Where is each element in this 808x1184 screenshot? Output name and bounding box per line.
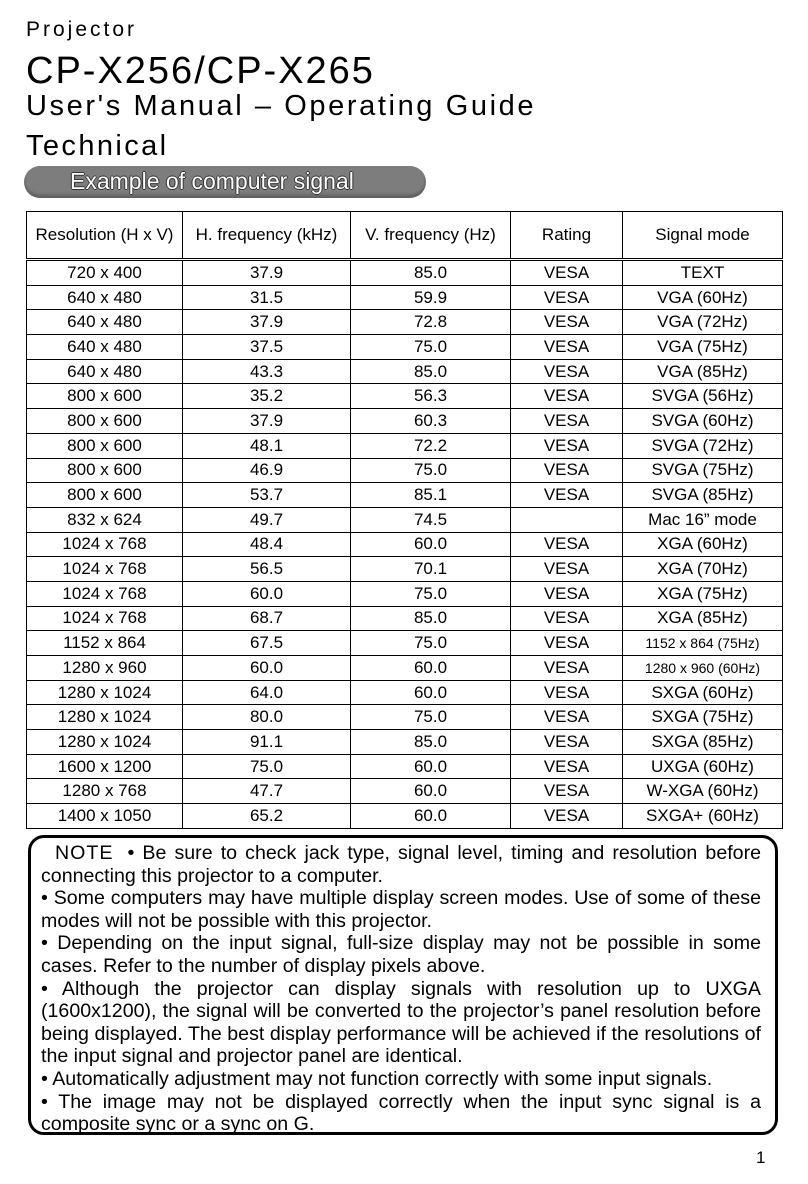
cell-signal-mode: Mac 16” mode	[623, 507, 783, 532]
cell-signal-mode: XGA (85Hz)	[623, 606, 783, 631]
cell-resolution: 800 x 600	[27, 433, 183, 458]
cell-signal-mode: SVGA (85Hz)	[623, 483, 783, 508]
cell-v-frequency: 85.1	[351, 483, 511, 508]
cell-signal-mode: XGA (75Hz)	[623, 581, 783, 606]
cell-v-frequency: 85.0	[351, 260, 511, 286]
cell-resolution: 800 x 600	[27, 384, 183, 409]
cell-resolution: 720 x 400	[27, 260, 183, 286]
cell-v-frequency: 70.1	[351, 557, 511, 582]
cell-h-frequency: 35.2	[183, 384, 351, 409]
cell-resolution: 800 x 600	[27, 483, 183, 508]
cell-rating: VESA	[511, 730, 623, 755]
cell-resolution: 1280 x 1024	[27, 730, 183, 755]
cell-v-frequency: 60.0	[351, 656, 511, 681]
cell-h-frequency: 60.0	[183, 581, 351, 606]
column-header-signal-mode: Signal mode	[623, 212, 783, 260]
note-box	[28, 835, 778, 1135]
cell-v-frequency: 72.2	[351, 433, 511, 458]
cell-h-frequency: 47.7	[183, 779, 351, 804]
cell-resolution: 1152 x 864	[27, 631, 183, 656]
cell-signal-mode: 1152 x 864 (75Hz)	[623, 631, 783, 656]
cell-signal-mode: XGA (60Hz)	[623, 532, 783, 557]
cell-h-frequency: 64.0	[183, 680, 351, 705]
cell-signal-mode: XGA (70Hz)	[623, 557, 783, 582]
cell-h-frequency: 43.3	[183, 359, 351, 384]
cell-signal-mode: 1280 x 960 (60Hz)	[623, 656, 783, 681]
table-row	[27, 779, 783, 804]
cell-signal-mode: W-XGA (60Hz)	[623, 779, 783, 804]
column-header-h-frequency: H. frequency (kHz)	[183, 212, 351, 260]
cell-resolution: 1280 x 1024	[27, 680, 183, 705]
section-heading-banner	[24, 166, 426, 198]
cell-resolution: 640 x 480	[27, 285, 183, 310]
column-header-resolution: Resolution (H x V)	[27, 212, 183, 260]
cell-signal-mode: TEXT	[623, 260, 783, 286]
cell-resolution: 800 x 600	[27, 458, 183, 483]
cell-h-frequency: 37.9	[183, 310, 351, 335]
table-body	[27, 260, 783, 829]
table-row	[27, 335, 783, 360]
table-row	[27, 532, 783, 557]
cell-rating: VESA	[511, 705, 623, 730]
table-row	[27, 507, 783, 532]
cell-rating: VESA	[511, 532, 623, 557]
cell-v-frequency: 85.0	[351, 359, 511, 384]
cell-v-frequency: 75.0	[351, 631, 511, 656]
note-item: • The image may not be displayed correctly when the input sync signal is a composite sync or a sync on G.	[41, 1090, 761, 1136]
cell-rating: VESA	[511, 581, 623, 606]
cell-rating: VESA	[511, 483, 623, 508]
cell-resolution: 1280 x 960	[27, 656, 183, 681]
cell-h-frequency: 60.0	[183, 656, 351, 681]
cell-v-frequency: 75.0	[351, 705, 511, 730]
column-header-v-frequency: V. frequency (Hz)	[351, 212, 511, 260]
page-number: 1	[756, 1148, 766, 1167]
table-row	[27, 359, 783, 384]
cell-h-frequency: 68.7	[183, 606, 351, 631]
cell-rating: VESA	[511, 680, 623, 705]
cell-rating: VESA	[511, 335, 623, 360]
cell-rating: VESA	[511, 631, 623, 656]
cell-resolution: 1600 x 1200	[27, 754, 183, 779]
cell-h-frequency: 67.5	[183, 631, 351, 656]
table-row	[27, 606, 783, 631]
section-title: Technical	[26, 130, 169, 162]
cell-rating: VESA	[511, 656, 623, 681]
cell-signal-mode: VGA (72Hz)	[623, 310, 783, 335]
cell-rating: VESA	[511, 779, 623, 804]
table-row	[27, 409, 783, 434]
cell-v-frequency: 60.0	[351, 754, 511, 779]
cell-rating: VESA	[511, 458, 623, 483]
cell-v-frequency: 60.0	[351, 532, 511, 557]
cell-rating: VESA	[511, 384, 623, 409]
cell-signal-mode: SVGA (56Hz)	[623, 384, 783, 409]
cell-resolution: 640 x 480	[27, 310, 183, 335]
table-row	[27, 680, 783, 705]
table-row	[27, 260, 783, 286]
cell-signal-mode: UXGA (60Hz)	[623, 754, 783, 779]
cell-v-frequency: 59.9	[351, 285, 511, 310]
cell-rating: VESA	[511, 359, 623, 384]
cell-v-frequency: 85.0	[351, 606, 511, 631]
table-row	[27, 804, 783, 829]
cell-signal-mode: VGA (85Hz)	[623, 359, 783, 384]
cell-rating: VESA	[511, 260, 623, 286]
cell-signal-mode: VGA (60Hz)	[623, 285, 783, 310]
cell-v-frequency: 85.0	[351, 730, 511, 755]
cell-resolution: 1024 x 768	[27, 532, 183, 557]
cell-h-frequency: 48.4	[183, 532, 351, 557]
cell-v-frequency: 60.0	[351, 779, 511, 804]
cell-v-frequency: 75.0	[351, 335, 511, 360]
cell-h-frequency: 37.9	[183, 409, 351, 434]
table-header-row	[27, 212, 783, 260]
cell-h-frequency: 80.0	[183, 705, 351, 730]
cell-v-frequency: 60.0	[351, 804, 511, 829]
cell-resolution: 1280 x 768	[27, 779, 183, 804]
cell-v-frequency: 60.3	[351, 409, 511, 434]
cell-h-frequency: 53.7	[183, 483, 351, 508]
note-item: • Depending on the input signal, full-size display may not be possible in some cases. Refer to the number of display pixels above.	[41, 932, 761, 977]
cell-v-frequency: 56.3	[351, 384, 511, 409]
cell-resolution: 1024 x 768	[27, 557, 183, 582]
cell-resolution: 1400 x 1050	[27, 804, 183, 829]
cell-signal-mode: SVGA (72Hz)	[623, 433, 783, 458]
cell-resolution: 640 x 480	[27, 359, 183, 384]
table-row	[27, 631, 783, 656]
cell-h-frequency: 46.9	[183, 458, 351, 483]
table-row	[27, 581, 783, 606]
signal-table	[26, 211, 783, 829]
cell-resolution: 1280 x 1024	[27, 705, 183, 730]
cell-h-frequency: 31.5	[183, 285, 351, 310]
note-item	[41, 842, 761, 887]
cell-h-frequency: 65.2	[183, 804, 351, 829]
table-row	[27, 310, 783, 335]
cell-resolution: 800 x 600	[27, 409, 183, 434]
cell-signal-mode: SXGA (85Hz)	[623, 730, 783, 755]
cell-h-frequency: 75.0	[183, 754, 351, 779]
cell-rating: VESA	[511, 433, 623, 458]
cell-resolution: 1024 x 768	[27, 606, 183, 631]
cell-rating: VESA	[511, 409, 623, 434]
table-row	[27, 730, 783, 755]
table-row	[27, 705, 783, 730]
table-row	[27, 483, 783, 508]
cell-rating: VESA	[511, 754, 623, 779]
note-label: NOTE	[55, 842, 114, 864]
cell-resolution: 640 x 480	[27, 335, 183, 360]
table-row	[27, 754, 783, 779]
cell-resolution: 832 x 624	[27, 507, 183, 532]
cell-v-frequency: 60.0	[351, 680, 511, 705]
cell-rating: VESA	[511, 804, 623, 829]
cell-signal-mode: SVGA (60Hz)	[623, 409, 783, 434]
cell-rating: VESA	[511, 285, 623, 310]
cell-v-frequency: 72.8	[351, 310, 511, 335]
column-header-rating: Rating	[511, 212, 623, 260]
table-row	[27, 384, 783, 409]
cell-v-frequency: 75.0	[351, 458, 511, 483]
cell-h-frequency: 91.1	[183, 730, 351, 755]
cell-rating	[511, 507, 623, 532]
cell-signal-mode: VGA (75Hz)	[623, 335, 783, 360]
cell-signal-mode: SXGA (60Hz)	[623, 680, 783, 705]
cell-signal-mode: SXGA+ (60Hz)	[623, 804, 783, 829]
table-row	[27, 656, 783, 681]
model-title: CP-X256/CP-X265	[26, 50, 375, 92]
table-row	[27, 458, 783, 483]
cell-rating: VESA	[511, 557, 623, 582]
note-item-text: • Be sure to check jack type, signal level, timing and resolution before connecting this projector to a computer.	[41, 842, 761, 887]
cell-h-frequency: 56.5	[183, 557, 351, 582]
cell-h-frequency: 48.1	[183, 433, 351, 458]
cell-resolution: 1024 x 768	[27, 581, 183, 606]
cell-rating: VESA	[511, 606, 623, 631]
note-item: • Some computers may have multiple display screen modes. Use of some of these modes will not be possible with this projector.	[41, 887, 761, 932]
table-row	[27, 285, 783, 310]
section-heading: Example of computer signal	[70, 168, 354, 194]
cell-signal-mode: SXGA (75Hz)	[623, 705, 783, 730]
table-row	[27, 433, 783, 458]
note-item: • Although the projector can display signals with resolution up to UXGA (1600x1200), the signal will be converted to the projector’s panel resolution before being displayed. The best display performance will be achieved if the resolutions of the input signal and projector panel are identical.	[41, 977, 761, 1068]
table-row	[27, 557, 783, 582]
product-label: Projector	[26, 18, 138, 41]
cell-h-frequency: 37.5	[183, 335, 351, 360]
cell-signal-mode: SVGA (75Hz)	[623, 458, 783, 483]
manual-title: User's Manual – Operating Guide	[26, 90, 537, 122]
cell-h-frequency: 37.9	[183, 260, 351, 286]
cell-v-frequency: 75.0	[351, 581, 511, 606]
cell-h-frequency: 49.7	[183, 507, 351, 532]
note-item: • Automatically adjustment may not function correctly with some input signals.	[41, 1067, 713, 1090]
cell-rating: VESA	[511, 310, 623, 335]
cell-v-frequency: 74.5	[351, 507, 511, 532]
